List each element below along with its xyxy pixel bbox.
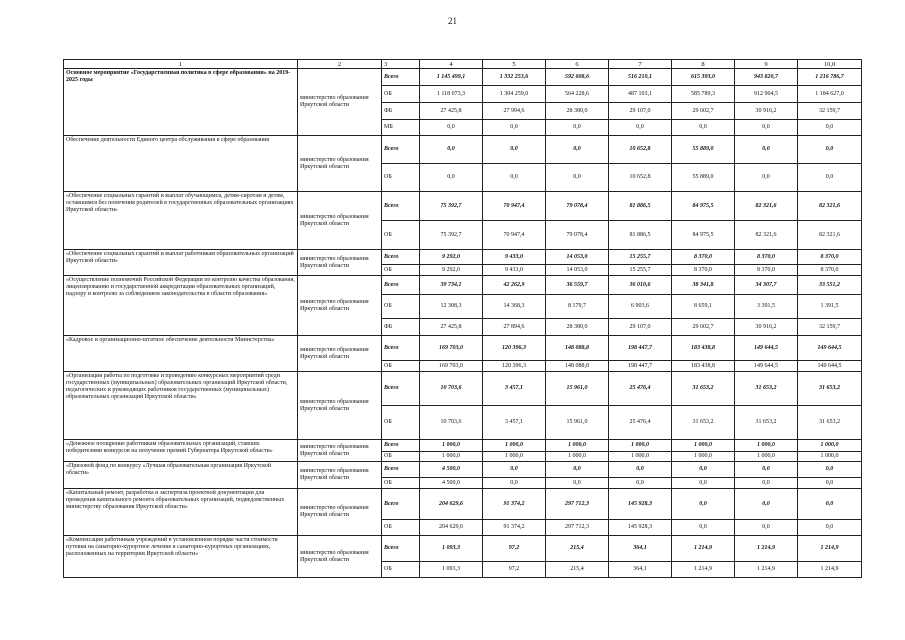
funding-source: ОБ <box>382 221 420 250</box>
amount-cell: 297 712,3 <box>546 489 609 520</box>
amount-cell: 84 975,5 <box>672 221 735 250</box>
amount-cell: 0,0 <box>672 462 735 478</box>
amount-cell: 1 391,5 <box>798 295 862 319</box>
amount-cell: 0,0 <box>420 136 483 164</box>
executor-cell: министерство образования Иркутской области <box>298 536 382 578</box>
amount-cell: 33 551,2 <box>798 276 862 295</box>
amount-cell: 36 010,6 <box>609 276 672 295</box>
amount-cell: 204 629,6 <box>420 489 483 520</box>
amount-cell: 1 000,0 <box>483 440 546 452</box>
amount-cell: 1 000,0 <box>420 440 483 452</box>
amount-cell: 1 000,0 <box>609 452 672 462</box>
amount-cell: 564 228,6 <box>546 86 609 103</box>
executor-cell: министерство образования Иркутской области <box>298 276 382 336</box>
amount-cell: 8 179,7 <box>546 295 609 319</box>
amount-cell: 183 438,8 <box>672 336 735 361</box>
amount-cell: 1 000,0 <box>672 452 735 462</box>
amount-cell: 28 380,0 <box>546 319 609 336</box>
funding-source: Всего <box>382 489 420 520</box>
funding-source: Всего <box>382 250 420 265</box>
block-first-row <box>64 462 862 478</box>
amount-cell: 97,2 <box>483 536 546 562</box>
block-first-row <box>64 536 862 562</box>
amount-cell: 0,0 <box>735 462 798 478</box>
amount-cell: 31 653,2 <box>672 372 735 406</box>
activity-name: Обеспечение деятельности Единого центра обслуживания в сфере образования <box>64 136 298 192</box>
funding-source: ОБ <box>382 406 420 440</box>
funding-source: ОБ <box>382 562 420 578</box>
amount-cell: 0,0 <box>483 478 546 489</box>
amount-cell: 297 712,3 <box>546 520 609 536</box>
amount-cell: 1 000,0 <box>420 452 483 462</box>
amount-cell: 82 321,6 <box>735 221 798 250</box>
header-row <box>64 60 862 69</box>
amount-cell: 0,0 <box>483 120 546 136</box>
amount-cell: 27 994,6 <box>483 103 546 120</box>
amount-cell: 31 653,2 <box>735 406 798 440</box>
amount-cell: 1 093,3 <box>420 562 483 578</box>
amount-cell: 1 000,0 <box>546 440 609 452</box>
funding-source: Всего <box>382 462 420 478</box>
amount-cell: 1 000,0 <box>798 452 862 462</box>
amount-cell: 0,0 <box>798 478 862 489</box>
amount-cell: 10 703,6 <box>420 372 483 406</box>
amount-cell: 148 088,8 <box>546 361 609 372</box>
executor-cell: министерство образования Иркутской области <box>298 462 382 489</box>
amount-cell: 0,0 <box>798 520 862 536</box>
amount-cell: 8 370,0 <box>735 250 798 265</box>
amount-cell: 1 000,0 <box>672 440 735 452</box>
amount-cell: 15 255,7 <box>609 250 672 265</box>
funding-source: Всего <box>382 536 420 562</box>
budget-table <box>63 59 862 578</box>
amount-cell: 25 476,4 <box>609 406 672 440</box>
amount-cell: 10 652,8 <box>609 164 672 192</box>
funding-source: Всего <box>382 69 420 86</box>
funding-source: Всего <box>382 440 420 452</box>
amount-cell: 0,0 <box>546 120 609 136</box>
amount-cell: 149 644,5 <box>735 361 798 372</box>
executor-cell: министерство образования Иркутской области <box>298 136 382 192</box>
amount-cell: 364,1 <box>609 536 672 562</box>
amount-cell: 70 947,4 <box>483 221 546 250</box>
amount-cell: 14 368,3 <box>483 295 546 319</box>
amount-cell: 70 947,4 <box>483 192 546 221</box>
executor-cell: министерство образования Иркутской области <box>298 69 382 136</box>
amount-cell: 10 652,8 <box>609 136 672 164</box>
block-first-row <box>64 69 862 86</box>
funding-source: Всего <box>382 276 420 295</box>
amount-cell: 3 457,1 <box>483 406 546 440</box>
amount-cell: 55 889,0 <box>672 164 735 192</box>
block-first-row <box>64 489 862 520</box>
funding-source: Всего <box>382 336 420 361</box>
header-cell: 2 <box>298 60 382 69</box>
funding-source: ОБ <box>382 86 420 103</box>
amount-cell: 0,0 <box>546 164 609 192</box>
funding-source: ОБ <box>382 164 420 192</box>
amount-cell: 27 425,8 <box>420 319 483 336</box>
amount-cell: 1 214,9 <box>672 536 735 562</box>
amount-cell: 30 916,2 <box>735 319 798 336</box>
amount-cell: 8 370,0 <box>798 265 862 276</box>
funding-source: ОБ <box>382 478 420 489</box>
amount-cell: 82 321,6 <box>735 192 798 221</box>
amount-cell: 0,0 <box>672 478 735 489</box>
amount-cell: 149 644,5 <box>798 361 862 372</box>
table-body <box>64 60 862 578</box>
block-first-row <box>64 136 862 164</box>
amount-cell: 8 370,0 <box>735 265 798 276</box>
amount-cell: 592 608,6 <box>546 69 609 86</box>
funding-source: ОБ <box>382 520 420 536</box>
activity-name: Основное мероприятие «Государственная политика в сфере образования» на 2019-2025 годы <box>64 69 298 136</box>
amount-cell: 82 321,6 <box>798 192 862 221</box>
funding-source: Всего <box>382 372 420 406</box>
header-cell: 5 <box>483 60 546 69</box>
amount-cell: 149 644,5 <box>735 336 798 361</box>
amount-cell: 0,0 <box>546 136 609 164</box>
funding-source: Всего <box>382 136 420 164</box>
activity-name: «Компенсация работникам учреждений в установленном порядке части стоимости путевки на санаторно-курортное лечение в санаторно-курортных организациях, расположенных на территории Иркутской области» <box>64 536 298 578</box>
amount-cell: 4 500,0 <box>420 462 483 478</box>
funding-source: ОБ <box>382 295 420 319</box>
amount-cell: 15 961,0 <box>546 372 609 406</box>
amount-cell: 81 886,5 <box>609 221 672 250</box>
amount-cell: 1 304 259,0 <box>483 86 546 103</box>
amount-cell: 1 214,9 <box>735 536 798 562</box>
amount-cell: 487 103,1 <box>609 86 672 103</box>
amount-cell: 6 903,6 <box>609 295 672 319</box>
funding-source: ФБ <box>382 103 420 120</box>
amount-cell: 34 307,7 <box>735 276 798 295</box>
activity-name: «Призовой фонд по конкурсу «Лучшая образовательная организация Иркутской области» <box>64 462 298 489</box>
amount-cell: 9 292,0 <box>420 265 483 276</box>
amount-cell: 0,0 <box>672 120 735 136</box>
activity-name: «Организация работы по подготовке и проведению конкурсных мероприятий среди государственных (муниципальных) образовательных организаций Иркутской области, педагогических и руководящих работников государственных (муниципальных) образовательных организаций Иркутской области» <box>64 372 298 440</box>
block-first-row <box>64 372 862 406</box>
amount-cell: 1 214,9 <box>798 562 862 578</box>
amount-cell: 29 602,7 <box>672 319 735 336</box>
executor-cell: министерство образования Иркутской области <box>298 440 382 462</box>
amount-cell: 29 107,0 <box>609 319 672 336</box>
amount-cell: 15 255,7 <box>609 265 672 276</box>
amount-cell: 12 308,3 <box>420 295 483 319</box>
amount-cell: 1 184 627,0 <box>798 86 862 103</box>
block-first-row <box>64 276 862 295</box>
amount-cell: 0,0 <box>609 462 672 478</box>
amount-cell: 32 159,7 <box>798 103 862 120</box>
amount-cell: 0,0 <box>798 164 862 192</box>
amount-cell: 79 078,4 <box>546 192 609 221</box>
amount-cell: 1 214,9 <box>798 536 862 562</box>
amount-cell: 75 392,7 <box>420 192 483 221</box>
executor-cell: министерство образования Иркутской области <box>298 250 382 276</box>
amount-cell: 183 438,8 <box>672 361 735 372</box>
executor-cell: министерство образования Иркутской области <box>298 489 382 536</box>
header-cell: 9 <box>735 60 798 69</box>
amount-cell: 0,0 <box>609 120 672 136</box>
amount-cell: 215,4 <box>546 536 609 562</box>
amount-cell: 1 093,3 <box>420 536 483 562</box>
amount-cell: 8 659,1 <box>672 295 735 319</box>
activity-name: «Кадровое и организационно-штатное обеспечение деятельности Министерства» <box>64 336 298 372</box>
amount-cell: 585 789,3 <box>672 86 735 103</box>
amount-cell: 0,0 <box>735 136 798 164</box>
amount-cell: 38 341,8 <box>672 276 735 295</box>
amount-cell: 1 118 073,3 <box>420 86 483 103</box>
amount-cell: 29 602,7 <box>672 103 735 120</box>
amount-cell: 30 916,2 <box>735 103 798 120</box>
amount-cell: 8 370,0 <box>672 250 735 265</box>
amount-cell: 28 380,0 <box>546 103 609 120</box>
header-cell: 3 <box>382 60 420 69</box>
amount-cell: 4 500,0 <box>420 478 483 489</box>
amount-cell: 0,0 <box>609 478 672 489</box>
block-first-row <box>64 440 862 452</box>
activity-name: «Денежное поощрение работникам образовательных организаций, ставших победителями конкурсов на получение премий Губернатора Иркутской области» <box>64 440 298 462</box>
activity-name: «Обеспечение социальных гарантий и выплат работникам образовательных организаций Иркутской области» <box>64 250 298 276</box>
amount-cell: 14 053,0 <box>546 265 609 276</box>
block-first-row <box>64 250 862 265</box>
header-cell: 6 <box>546 60 609 69</box>
amount-cell: 1 000,0 <box>735 452 798 462</box>
amount-cell: 0,0 <box>735 120 798 136</box>
amount-cell: 31 653,2 <box>798 406 862 440</box>
amount-cell: 615 393,0 <box>672 69 735 86</box>
amount-cell: 120 396,3 <box>483 361 546 372</box>
funding-source: ОБ <box>382 265 420 276</box>
amount-cell: 1 000,0 <box>609 440 672 452</box>
amount-cell: 91 374,2 <box>483 489 546 520</box>
amount-cell: 120 396,3 <box>483 336 546 361</box>
amount-cell: 84 975,5 <box>672 192 735 221</box>
amount-cell: 0,0 <box>546 462 609 478</box>
amount-cell: 169 703,0 <box>420 361 483 372</box>
amount-cell: 1 216 786,7 <box>798 69 862 86</box>
amount-cell: 169 703,0 <box>420 336 483 361</box>
amount-cell: 0,0 <box>798 136 862 164</box>
amount-cell: 55 889,0 <box>672 136 735 164</box>
amount-cell: 9 433,0 <box>483 265 546 276</box>
amount-cell: 1 000,0 <box>735 440 798 452</box>
funding-source: ОБ <box>382 452 420 462</box>
amount-cell: 0,0 <box>735 478 798 489</box>
amount-cell: 10 703,6 <box>420 406 483 440</box>
amount-cell: 149 644,5 <box>798 336 862 361</box>
amount-cell: 145 928,3 <box>609 520 672 536</box>
block-first-row <box>64 192 862 221</box>
block-first-row <box>64 336 862 361</box>
amount-cell: 912 904,5 <box>735 86 798 103</box>
amount-cell: 516 210,1 <box>609 69 672 86</box>
amount-cell: 0,0 <box>483 164 546 192</box>
amount-cell: 9 433,0 <box>483 250 546 265</box>
amount-cell: 36 559,7 <box>546 276 609 295</box>
amount-cell: 1 145 499,1 <box>420 69 483 86</box>
amount-cell: 97,2 <box>483 562 546 578</box>
amount-cell: 0,0 <box>420 164 483 192</box>
amount-cell: 0,0 <box>735 520 798 536</box>
amount-cell: 0,0 <box>798 489 862 520</box>
amount-cell: 0,0 <box>483 136 546 164</box>
amount-cell: 82 321,6 <box>798 221 862 250</box>
amount-cell: 0,0 <box>798 120 862 136</box>
amount-cell: 943 820,7 <box>735 69 798 86</box>
header-cell: 1 <box>64 60 298 69</box>
amount-cell: 27 425,8 <box>420 103 483 120</box>
amount-cell: 0,0 <box>420 120 483 136</box>
funding-source: ОБ <box>382 361 420 372</box>
executor-cell: министерство образования Иркутской области <box>298 372 382 440</box>
amount-cell: 8 370,0 <box>798 250 862 265</box>
amount-cell: 1 000,0 <box>483 452 546 462</box>
amount-cell: 0,0 <box>735 489 798 520</box>
amount-cell: 27 894,6 <box>483 319 546 336</box>
amount-cell: 0,0 <box>546 478 609 489</box>
amount-cell: 9 292,0 <box>420 250 483 265</box>
page-number: 21 <box>448 16 457 26</box>
activity-name: «Капитальный ремонт, разработка и экспертиза проектной документации для проведения капитального ремонта образовательных организаций, подведомственных министерству образования Иркутской области» <box>64 489 298 536</box>
activity-name: «Осуществление полномочий Российской Федерации по контролю качества образования, лицензированию и государственной аккредитации образовательных организаций, надзору и контролю за соблюдением законодательства в области образования» <box>64 276 298 336</box>
amount-cell: 364,1 <box>609 562 672 578</box>
amount-cell: 1 214,9 <box>735 562 798 578</box>
amount-cell: 15 961,0 <box>546 406 609 440</box>
amount-cell: 145 928,3 <box>609 489 672 520</box>
amount-cell: 42 262,9 <box>483 276 546 295</box>
funding-source: ФБ <box>382 319 420 336</box>
amount-cell: 31 653,2 <box>672 406 735 440</box>
amount-cell: 29 107,0 <box>609 103 672 120</box>
activity-name: «Обеспечение социальных гарантий и выплат обучающимся, детям-сиротам и детям, оставшимся без попечения родителей в государственных образовательных организациях Иркутской области» <box>64 192 298 250</box>
header-cell: 4 <box>420 60 483 69</box>
amount-cell: 1 332 253,6 <box>483 69 546 86</box>
amount-cell: 79 078,4 <box>546 221 609 250</box>
amount-cell: 215,4 <box>546 562 609 578</box>
header-cell: 7 <box>609 60 672 69</box>
amount-cell: 75 392,7 <box>420 221 483 250</box>
amount-cell: 148 088,8 <box>546 336 609 361</box>
amount-cell: 198 447,7 <box>609 361 672 372</box>
amount-cell: 1 000,0 <box>546 452 609 462</box>
amount-cell: 14 053,0 <box>546 250 609 265</box>
executor-cell: министерство образования Иркутской области <box>298 336 382 372</box>
amount-cell: 25 476,4 <box>609 372 672 406</box>
funding-source: МБ <box>382 120 420 136</box>
amount-cell: 81 886,5 <box>609 192 672 221</box>
amount-cell: 31 653,2 <box>798 372 862 406</box>
amount-cell: 0,0 <box>735 164 798 192</box>
amount-cell: 91 374,2 <box>483 520 546 536</box>
amount-cell: 39 734,1 <box>420 276 483 295</box>
amount-cell: 32 159,7 <box>798 319 862 336</box>
amount-cell: 8 370,0 <box>672 265 735 276</box>
amount-cell: 3 457,1 <box>483 372 546 406</box>
amount-cell: 1 000,0 <box>798 440 862 452</box>
amount-cell: 0,0 <box>798 462 862 478</box>
amount-cell: 3 391,5 <box>735 295 798 319</box>
header-cell: 10,0 <box>798 60 862 69</box>
amount-cell: 0,0 <box>672 489 735 520</box>
amount-cell: 1 214,9 <box>672 562 735 578</box>
amount-cell: 198 447,7 <box>609 336 672 361</box>
amount-cell: 0,0 <box>672 520 735 536</box>
executor-cell: министерство образования Иркутской области <box>298 192 382 250</box>
header-cell: 8 <box>672 60 735 69</box>
funding-source: Всего <box>382 192 420 221</box>
amount-cell: 204 629,6 <box>420 520 483 536</box>
amount-cell: 0,0 <box>483 462 546 478</box>
amount-cell: 31 653,2 <box>735 372 798 406</box>
